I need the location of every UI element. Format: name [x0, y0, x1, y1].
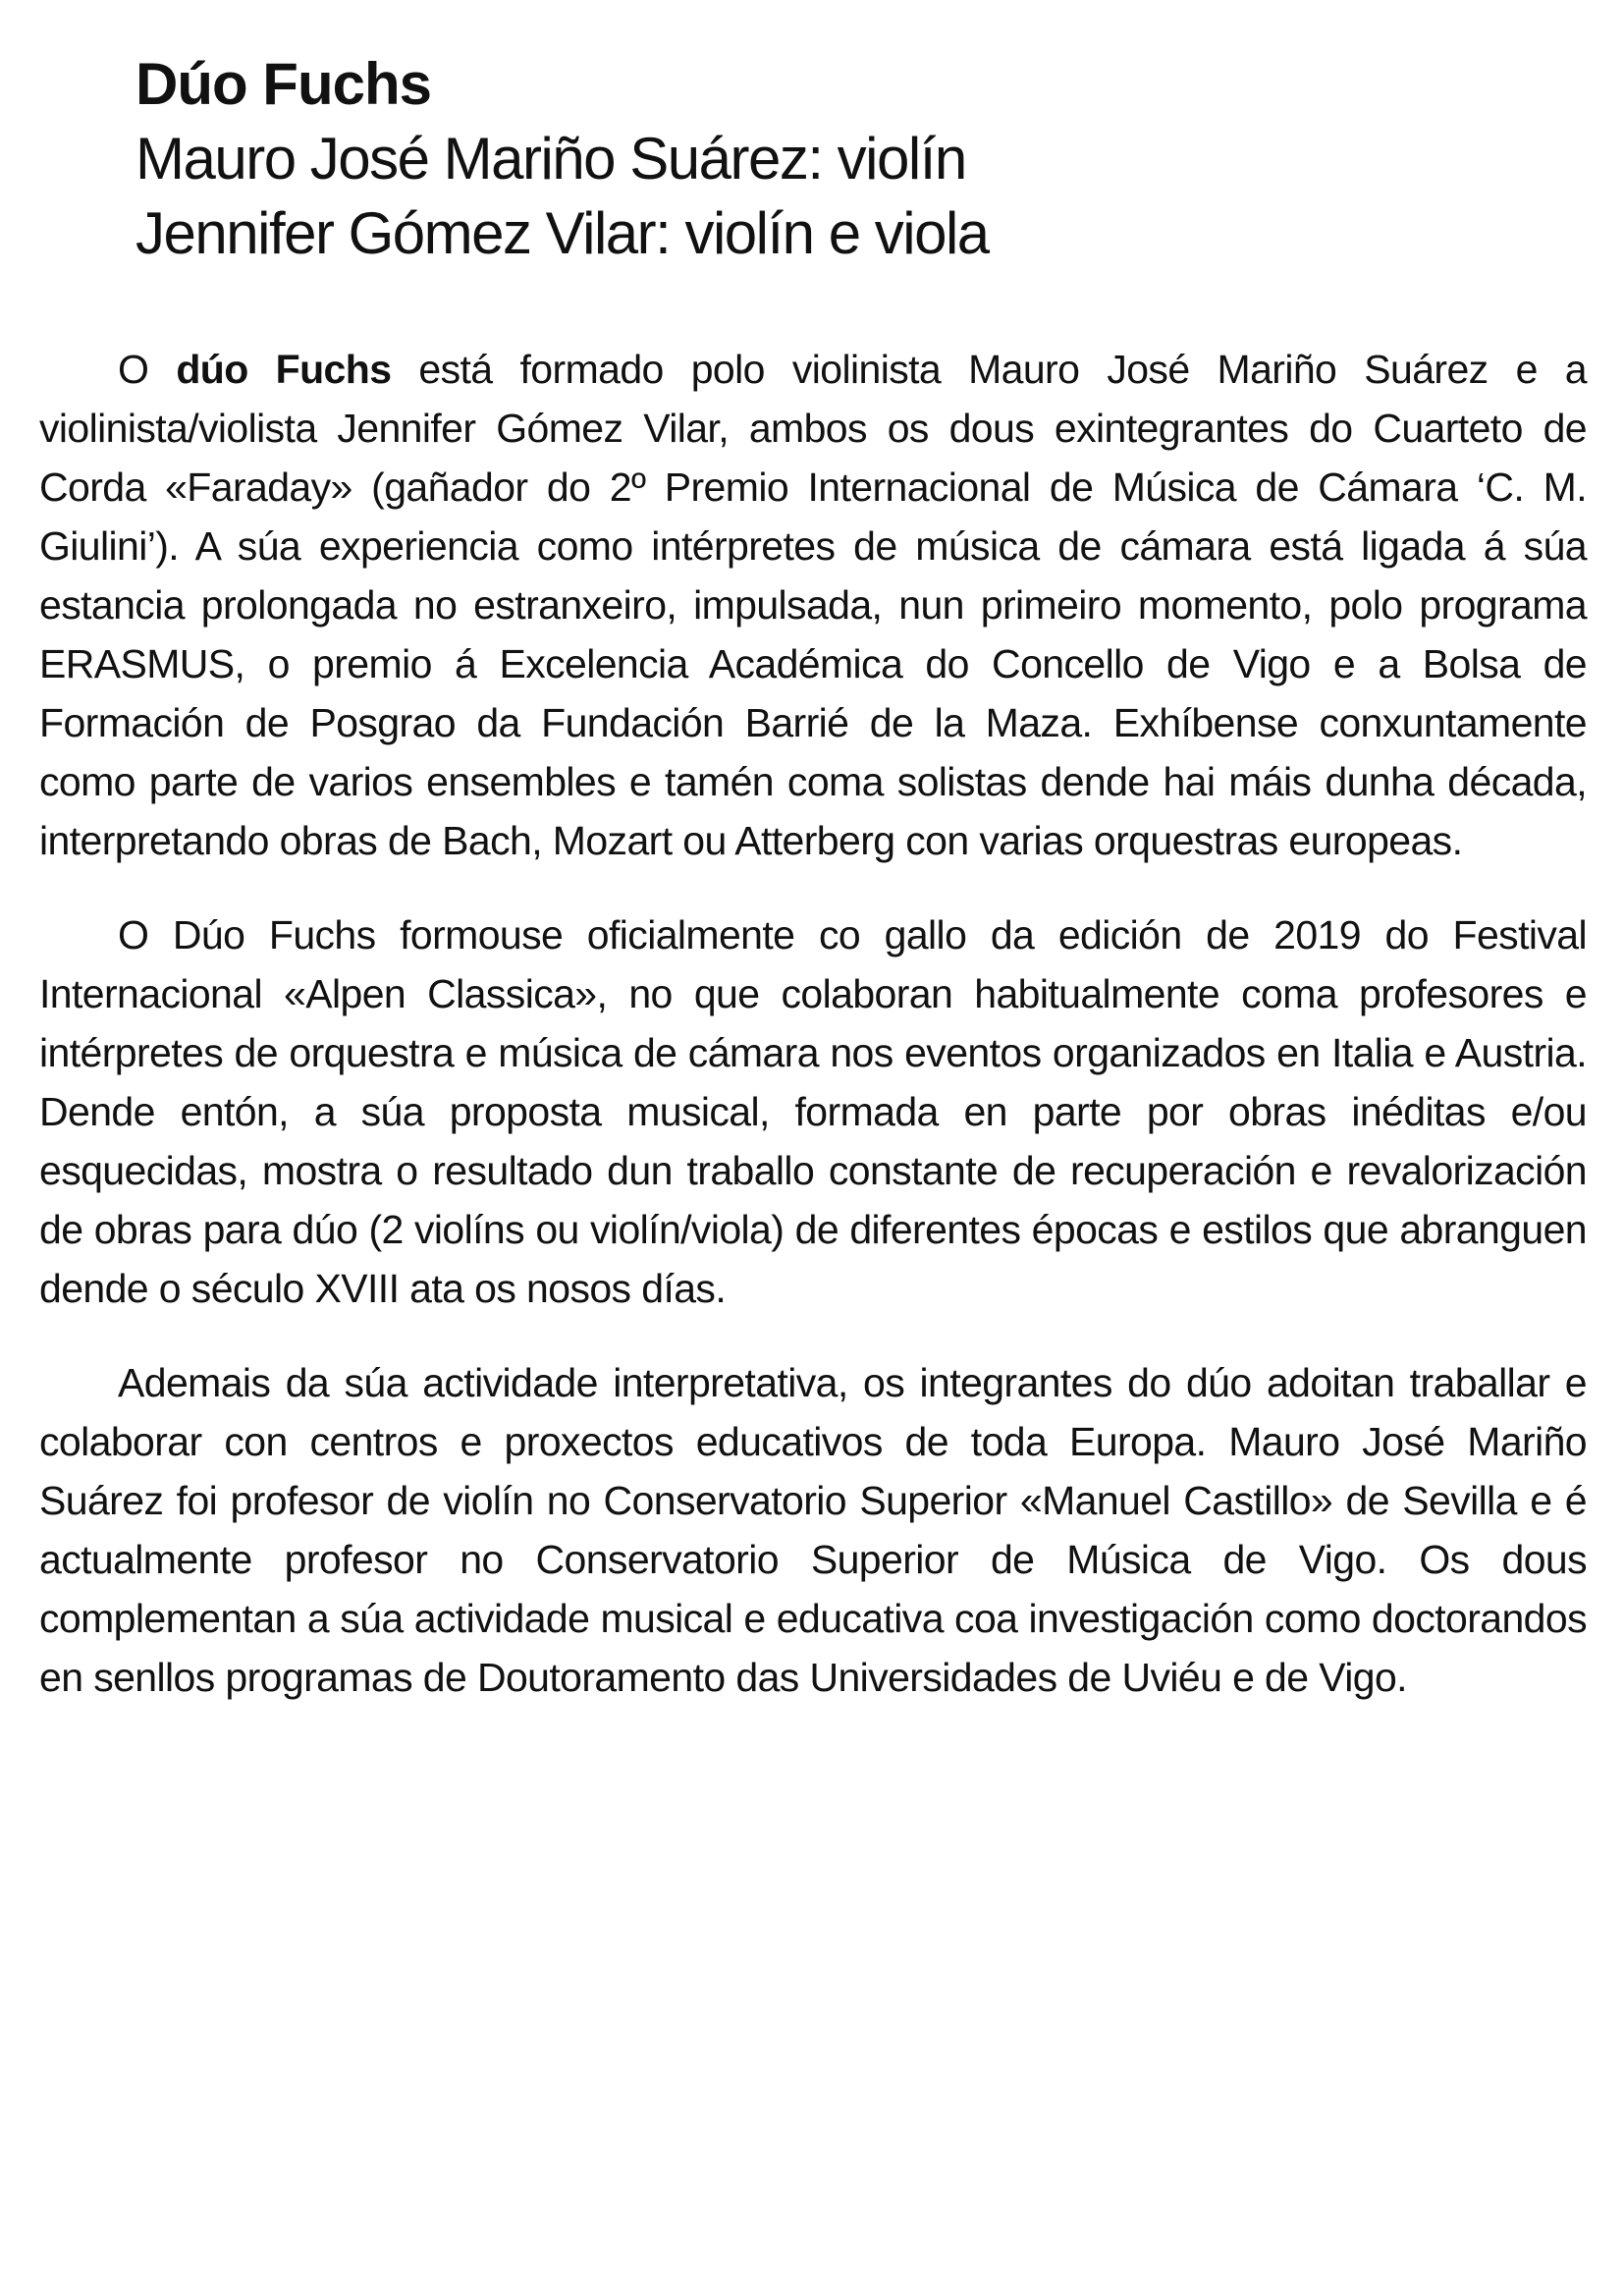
bio-paragraph-1-text: está formado polo violinista Mauro José Mariño Suárez e a violinista/violista Jennifer Gómez Vilar, ambos os dous exintegrantes do Cuarteto de Corda «Faraday» (gañador do 2º Premio Internacional de Música de Cámara ‘C. M. Giulini’). A súa experiencia como intérpretes de música de cámara está ligada á súa estancia prolongada no estranxeiro, impulsada, nun primeiro momento, polo programa ERASMUS, o premio á Excelencia Académica do Concello de Vigo e a Bolsa de Formación de Posgrao da Fundación Barrié de la Maza. Exhíbense conxuntamente como parte de varios ensembles e tamén coma solistas dende hai máis dunha década, interpretando obras de Bach, Mozart ou Atterberg con varias orquestras europeas.: [39, 347, 1587, 863]
performer-line-violin-viola: Jennifer Gómez Vilar: violín e viola: [135, 200, 989, 266]
bio-paragraph-2: O Dúo Fuchs formouse oficialmente co gallo da edición de 2019 do Festival Internacional «Alpen Classica», no que colaboran habitualmente coma profesores e intérpretes de orquestra e música de cámara nos eventos organizados en Italia e Austria. Dende entón, a súa proposta musical, formada en parte por obras inéditas e/ou esquecidas, mostra o resultado dun traballo constante de recuperación e revalorización de obras para dúo (2 violíns ou violín/viola) de diferentes épocas e estilos que abranguen dende o século XVIII ata os nosos días.: [39, 912, 1587, 1311]
ensemble-title: Dúo Fuchs: [135, 51, 431, 117]
performer-line-violin: Mauro José Mariño Suárez: violín: [135, 126, 966, 191]
bio-paragraph-1-emphasis: dúo Fuchs: [176, 347, 392, 392]
bio-paragraph-3: Ademais da súa actividade interpretativa, os integrantes do dúo adoitan traballar e colaborar con centros e proxectos educativos de toda Europa. Mauro José Mariño Suárez foi profesor de violín no Conservatorio Superior «Manuel Castillo» de Sevilla e é actualmente profesor no Conservatorio Superior de Música de Vigo. Os dous complementan a súa actividade musical e educativa coa investigación como doctorandos en senllos programas de Doutoramento das Universidades de Uviéu e de Vigo.: [39, 1360, 1587, 1700]
document-header: [135, 47, 1490, 271]
biography-body: [39, 340, 1587, 1742]
bio-paragraph-1: [39, 340, 1587, 870]
bio-paragraph-1-lead: O: [118, 347, 177, 392]
